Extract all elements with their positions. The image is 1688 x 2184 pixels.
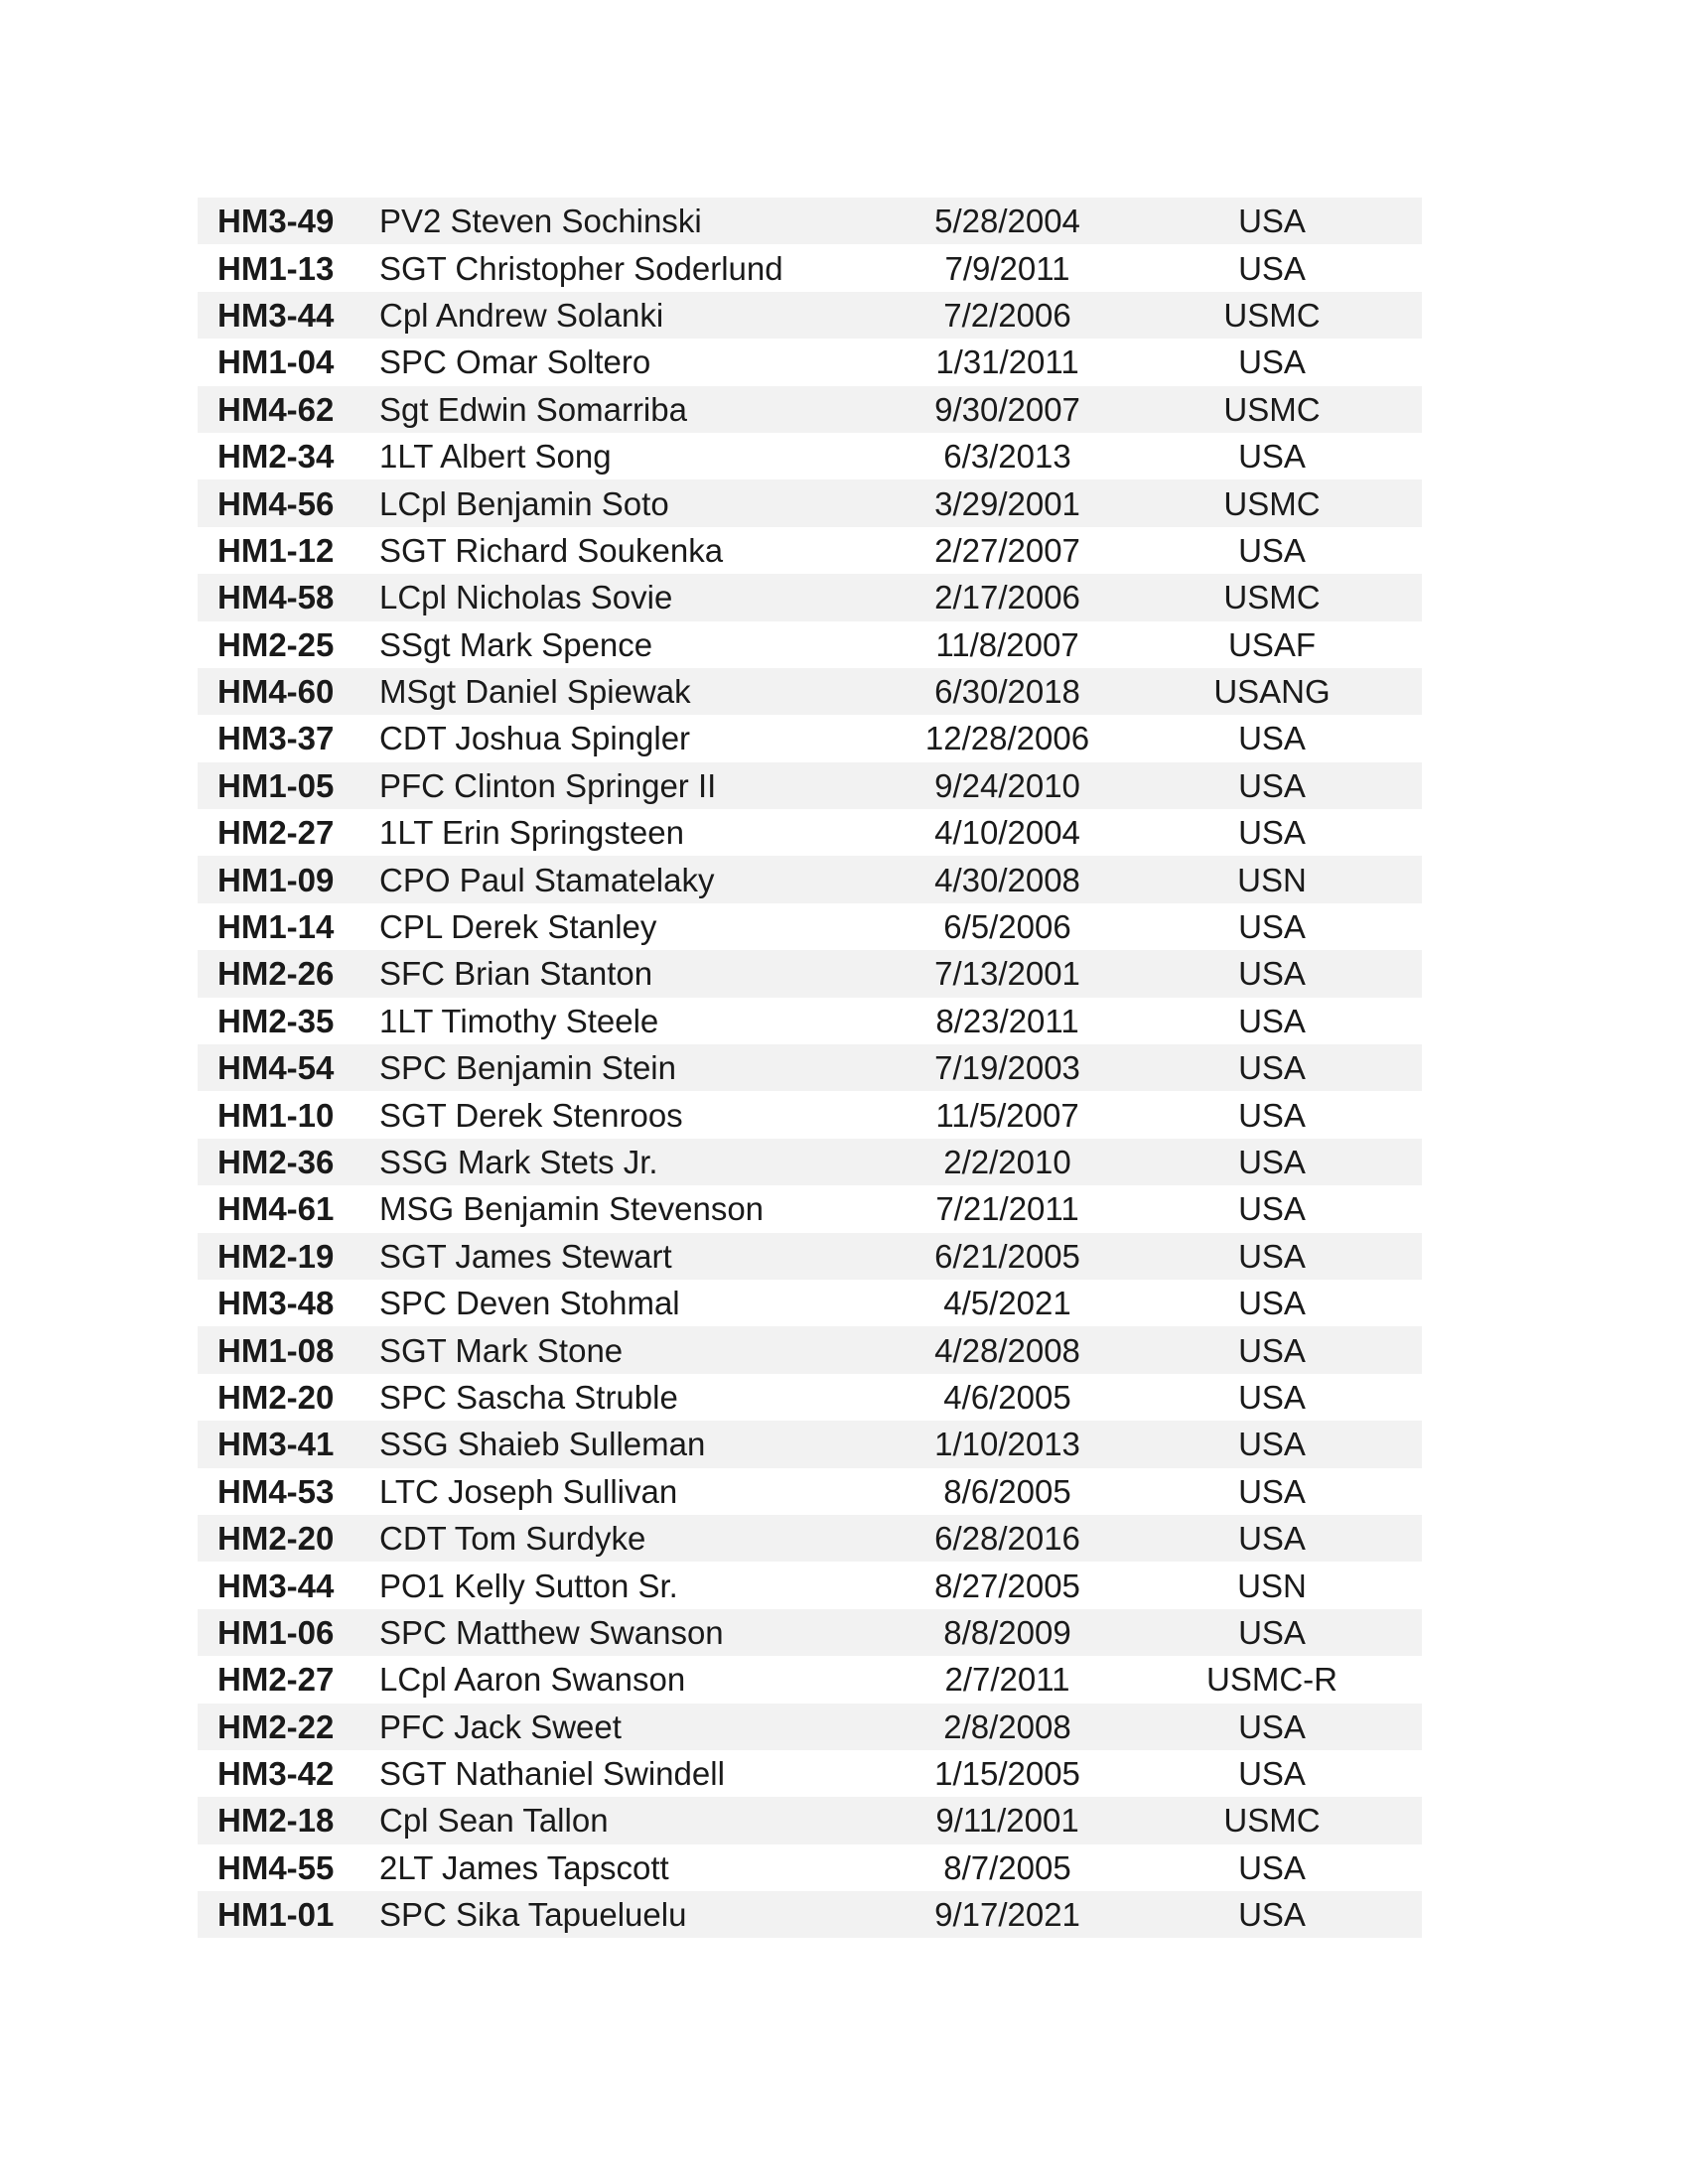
date-cell: 1/10/2013: [934, 1426, 1080, 1463]
name-cell: CDT Tom Surdyke: [379, 1520, 646, 1558]
date-cell: 2/27/2007: [934, 531, 1080, 569]
table-row: [198, 1750, 1422, 1797]
name-cell: PO1 Kelly Sutton Sr.: [379, 1567, 678, 1604]
marker-id-cell: HM2-36: [217, 1144, 335, 1180]
marker-id-cell: HM2-20: [217, 1520, 335, 1558]
marker-id-cell: HM1-06: [217, 1613, 335, 1651]
name-cell: 1LT Timothy Steele: [379, 1002, 659, 1039]
branch-cell: USAF: [1227, 625, 1316, 663]
branch-cell: USMC: [1223, 579, 1321, 616]
table-row: [198, 1421, 1422, 1467]
name-cell: 1LT Albert Song: [379, 438, 612, 476]
name-cell: SFC Brian Stanton: [379, 955, 653, 993]
name-cell: SGT James Stewart: [379, 1237, 672, 1275]
marker-id-cell: HM3-37: [217, 720, 335, 757]
date-cell: 4/6/2005: [943, 1378, 1071, 1416]
name-cell: SPC Deven Stohmal: [379, 1285, 680, 1322]
branch-cell: USA: [1238, 1896, 1306, 1934]
table-row: [198, 903, 1422, 950]
marker-id-cell: HM2-35: [217, 1002, 335, 1039]
date-cell: 7/21/2011: [935, 1190, 1079, 1228]
name-cell: SGT Christopher Soderlund: [379, 249, 783, 287]
name-cell: SPC Omar Soltero: [379, 343, 651, 381]
branch-cell: USMC: [1223, 1802, 1321, 1840]
branch-cell: USA: [1238, 1237, 1306, 1275]
date-cell: 8/27/2005: [934, 1567, 1080, 1604]
branch-cell: USA: [1238, 814, 1306, 852]
date-cell: 6/3/2013: [943, 438, 1071, 476]
marker-id-cell: HM3-44: [217, 1567, 335, 1604]
name-cell: Sgt Edwin Somarriba: [379, 390, 687, 428]
branch-cell: USA: [1238, 1613, 1306, 1651]
marker-id-cell: HM2-20: [217, 1378, 335, 1416]
name-cell: PFC Jack Sweet: [379, 1707, 622, 1745]
date-cell: 9/11/2001: [935, 1802, 1079, 1840]
name-cell: PV2 Steven Sochinski: [379, 203, 702, 240]
name-cell: PFC Clinton Springer II: [379, 766, 717, 804]
table-row: [198, 668, 1422, 715]
marker-id-cell: HM3-48: [217, 1285, 335, 1322]
marker-id-cell: HM2-19: [217, 1237, 335, 1275]
marker-id-cell: HM2-34: [217, 438, 335, 476]
date-cell: 6/28/2016: [934, 1520, 1080, 1558]
marker-id-cell: HM4-55: [217, 1848, 335, 1886]
date-cell: 7/2/2006: [943, 296, 1071, 334]
branch-cell: USA: [1238, 1426, 1306, 1463]
table-row: [198, 1797, 1422, 1843]
table-row: [198, 856, 1422, 902]
name-cell: LCpl Aaron Swanson: [379, 1661, 686, 1699]
marker-id-cell: HM4-58: [217, 579, 335, 616]
date-cell: 7/13/2001: [934, 955, 1080, 993]
name-cell: CPO Paul Stamatelaky: [379, 861, 715, 898]
date-cell: 8/7/2005: [943, 1848, 1071, 1886]
branch-cell: USA: [1238, 1707, 1306, 1745]
date-cell: 4/28/2008: [934, 1331, 1080, 1369]
branch-cell: USA: [1238, 531, 1306, 569]
branch-cell: USA: [1238, 720, 1306, 757]
date-cell: 11/8/2007: [935, 625, 1079, 663]
branch-cell: USA: [1238, 1378, 1306, 1416]
marker-id-cell: HM2-18: [217, 1802, 335, 1840]
name-cell: SGT Derek Stenroos: [379, 1096, 683, 1134]
marker-id-cell: HM1-08: [217, 1331, 335, 1369]
date-cell: 7/19/2003: [934, 1049, 1080, 1087]
branch-cell: USA: [1238, 1848, 1306, 1886]
name-cell: MSgt Daniel Spiewak: [379, 673, 691, 711]
name-cell: 2LT James Tapscott: [379, 1848, 669, 1886]
name-cell: SPC Benjamin Stein: [379, 1049, 676, 1087]
marker-id-cell: HM3-44: [217, 296, 335, 334]
marker-id-cell: HM4-61: [217, 1190, 335, 1228]
branch-cell: USA: [1238, 1096, 1306, 1134]
name-cell: 1LT Erin Springsteen: [379, 814, 684, 852]
marker-id-cell: HM2-27: [217, 1661, 335, 1699]
table-row: [198, 386, 1422, 433]
table-row: [198, 1091, 1422, 1138]
branch-cell: USA: [1238, 908, 1306, 946]
table-row: [198, 527, 1422, 574]
branch-cell: USANG: [1213, 673, 1331, 711]
branch-cell: USA: [1238, 1472, 1306, 1510]
table-row: [198, 1280, 1422, 1326]
name-cell: Cpl Sean Tallon: [379, 1802, 609, 1840]
marker-id-cell: HM4-60: [217, 673, 335, 711]
table-row: [198, 339, 1422, 385]
branch-cell: USA: [1238, 955, 1306, 993]
date-cell: 4/5/2021: [943, 1285, 1071, 1322]
marker-id-cell: HM1-14: [217, 908, 335, 946]
table-row: [198, 1374, 1422, 1421]
table-row: [198, 433, 1422, 479]
branch-cell: USA: [1238, 1002, 1306, 1039]
date-cell: 9/30/2007: [934, 390, 1080, 428]
marker-id-cell: HM2-26: [217, 955, 335, 993]
marker-id-cell: HM3-41: [217, 1426, 335, 1463]
name-cell: LCpl Benjamin Soto: [379, 484, 669, 522]
marker-id-cell: HM4-62: [217, 390, 335, 428]
marker-id-cell: HM3-49: [217, 203, 335, 240]
date-cell: 4/30/2008: [934, 861, 1080, 898]
name-cell: SGT Nathaniel Swindell: [379, 1755, 725, 1793]
branch-cell: USA: [1238, 1285, 1306, 1322]
table-row: [198, 479, 1422, 526]
date-cell: 8/6/2005: [943, 1472, 1071, 1510]
branch-cell: USA: [1238, 1755, 1306, 1793]
branch-cell: USA: [1238, 1049, 1306, 1087]
table-row: [198, 1185, 1422, 1232]
table-row: [198, 1515, 1422, 1562]
marker-id-cell: HM4-53: [217, 1472, 335, 1510]
name-cell: CDT Joshua Spingler: [379, 720, 691, 757]
table-row: [198, 809, 1422, 856]
name-cell: SPC Sascha Struble: [379, 1378, 678, 1416]
branch-cell: USN: [1237, 1567, 1307, 1604]
marker-id-cell: HM1-12: [217, 531, 335, 569]
name-cell: SPC Matthew Swanson: [379, 1613, 724, 1651]
branch-cell: USA: [1238, 438, 1306, 476]
marker-id-cell: HM1-09: [217, 861, 335, 898]
name-cell: CPL Derek Stanley: [379, 908, 657, 946]
table-row: [198, 762, 1422, 809]
name-cell: LCpl Nicholas Sovie: [379, 579, 673, 616]
name-cell: LTC Joseph Sullivan: [379, 1472, 678, 1510]
date-cell: 2/7/2011: [944, 1661, 1070, 1699]
table-row: [198, 1044, 1422, 1091]
table-row: [198, 1844, 1422, 1891]
table-row: [198, 715, 1422, 761]
marker-id-cell: HM1-13: [217, 249, 335, 287]
branch-cell: USA: [1238, 343, 1306, 381]
date-cell: 8/8/2009: [943, 1613, 1071, 1651]
table-row: [198, 1891, 1422, 1938]
table-row: [198, 292, 1422, 339]
date-cell: 2/17/2006: [934, 579, 1080, 616]
date-cell: 6/30/2018: [934, 673, 1080, 711]
branch-cell: USN: [1237, 861, 1307, 898]
date-cell: 9/24/2010: [934, 766, 1080, 804]
marker-id-cell: HM4-56: [217, 484, 335, 522]
branch-cell: USA: [1238, 1144, 1306, 1180]
branch-cell: USMC-R: [1206, 1661, 1337, 1699]
name-cell: SSG Mark Stets Jr.: [379, 1144, 658, 1180]
date-cell: 4/10/2004: [934, 814, 1080, 852]
name-cell: SGT Mark Stone: [379, 1331, 624, 1369]
marker-id-cell: HM1-04: [217, 343, 335, 381]
date-cell: 1/15/2005: [934, 1755, 1080, 1793]
name-cell: SPC Sika Tapueluelu: [379, 1896, 687, 1934]
date-cell: 11/5/2007: [935, 1096, 1079, 1134]
date-cell: 6/21/2005: [934, 1237, 1080, 1275]
table-row: [198, 1468, 1422, 1515]
date-cell: 12/28/2006: [924, 720, 1090, 757]
marker-id-cell: HM4-54: [217, 1049, 335, 1087]
name-cell: SGT Richard Soukenka: [379, 531, 724, 569]
table-row: [198, 1656, 1422, 1703]
marker-id-cell: HM2-22: [217, 1707, 335, 1745]
marker-id-cell: HM1-01: [217, 1896, 335, 1934]
date-cell: 6/5/2006: [943, 908, 1071, 946]
branch-cell: USA: [1238, 249, 1306, 287]
table-row: [198, 950, 1422, 997]
branch-cell: USA: [1238, 1331, 1306, 1369]
table-row: [198, 621, 1422, 668]
table-row: [198, 998, 1422, 1044]
marker-id-cell: HM1-05: [217, 766, 335, 804]
date-cell: 5/28/2004: [934, 203, 1080, 240]
date-cell: 2/8/2008: [943, 1707, 1071, 1745]
branch-cell: USA: [1238, 1190, 1306, 1228]
branch-cell: USMC: [1223, 484, 1321, 522]
branch-cell: USMC: [1223, 390, 1321, 428]
marker-id-cell: HM1-10: [217, 1096, 335, 1134]
table-row: [198, 1562, 1422, 1608]
table-row: [198, 1704, 1422, 1750]
table-row: [198, 1139, 1422, 1185]
table-row: [198, 244, 1422, 291]
date-cell: 7/9/2011: [944, 249, 1070, 287]
name-cell: SSgt Mark Spence: [379, 625, 653, 663]
name-cell: Cpl Andrew Solanki: [379, 296, 664, 334]
date-cell: 3/29/2001: [934, 484, 1080, 522]
branch-cell: USA: [1238, 203, 1306, 240]
branch-cell: USMC: [1223, 296, 1321, 334]
table-row: [198, 1233, 1422, 1280]
branch-cell: USA: [1238, 1520, 1306, 1558]
table-row: [198, 1326, 1422, 1373]
date-cell: 8/23/2011: [935, 1002, 1079, 1039]
marker-id-cell: HM2-27: [217, 814, 335, 852]
honor-roster-table: [198, 198, 1422, 1938]
date-cell: 2/2/2010: [943, 1144, 1071, 1180]
name-cell: MSG Benjamin Stevenson: [379, 1190, 765, 1228]
marker-id-cell: HM3-42: [217, 1755, 335, 1793]
table-row: [198, 1609, 1422, 1656]
table-row: [198, 574, 1422, 620]
name-cell: SSG Shaieb Sulleman: [379, 1426, 706, 1463]
date-cell: 1/31/2011: [935, 343, 1079, 381]
date-cell: 9/17/2021: [934, 1896, 1080, 1934]
marker-id-cell: HM2-25: [217, 625, 335, 663]
branch-cell: USA: [1238, 766, 1306, 804]
table-row: [198, 198, 1422, 244]
